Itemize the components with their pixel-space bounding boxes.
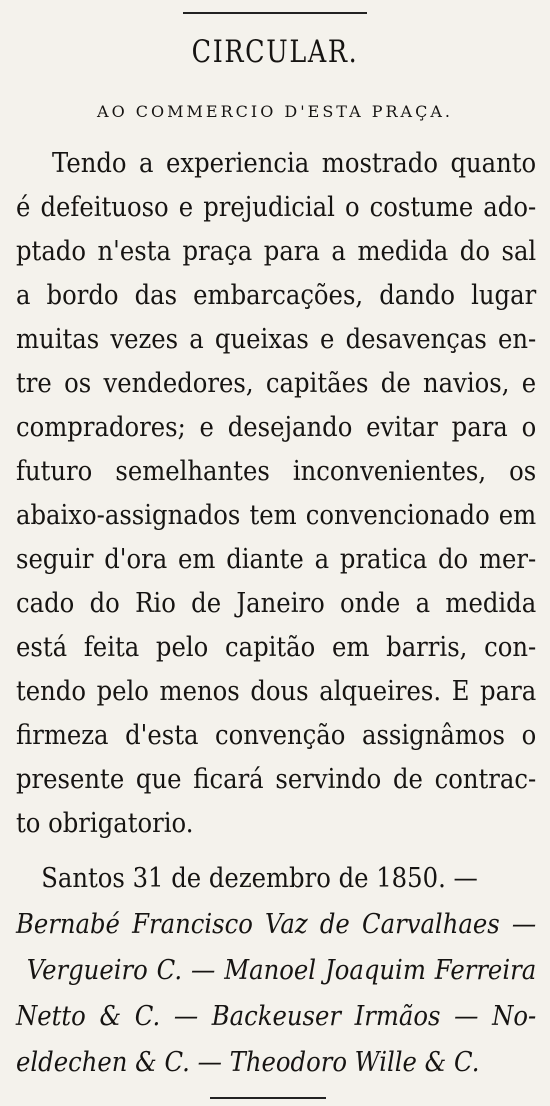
bottom-divider (210, 1097, 326, 1099)
body-line: tre os vendedores, capitães de navios, e (16, 368, 537, 399)
body-line: é defeituoso e prejudicial o costume ado- (16, 192, 537, 223)
body-line: tendo pelo menos dous alqueires. E para (16, 676, 537, 707)
body-line: cado do Rio de Janeiro onde a medida (16, 588, 537, 619)
body-line: presente que ficará servindo de contrac- (16, 764, 537, 795)
signature-block (16, 856, 536, 1086)
body-line: ptado n'esta praça para a medida do sal (16, 236, 537, 267)
subtitle: AO COMMERCIO D'ESTA PRAÇA. (97, 102, 453, 121)
body-line: Tendo a experiencia mostrado quanto (52, 148, 537, 179)
signature-line: Bernabé Francisco Vaz de Carvalhaes — (16, 909, 537, 940)
body-line: compradores; e desejando evitar para o (16, 412, 537, 443)
page-title: CIRCULAR. (191, 34, 359, 70)
body-line: firmeza d'esta convenção assignâmos o (16, 720, 537, 751)
body-line: está feita pelo capitão em barris, con- (16, 632, 537, 663)
signature-line: Netto & C. — Backeuser Irmãos — No- (16, 1001, 537, 1032)
body-line: muitas vezes a queixas e desavenças en- (16, 324, 537, 355)
date-line: Santos 31 de dezembro de 1850. — (41, 863, 478, 894)
body-line: futuro semelhantes inconvenientes, os (16, 456, 537, 487)
body-line: abaixo-assignados tem convencionado em (16, 500, 537, 531)
circular-body (16, 142, 536, 846)
signature-line: Vergueiro C. — Manoel Joaquim Ferreira (26, 955, 537, 986)
body-line: a bordo das embarcações, dando lugar (16, 280, 537, 311)
top-divider (183, 12, 367, 14)
body-line: to obrigatorio. (16, 808, 194, 839)
body-line: seguir d'ora em diante a pratica do mer- (16, 544, 537, 575)
signature-line: eldechen & C. — Theodoro Wille & C. (16, 1047, 480, 1078)
